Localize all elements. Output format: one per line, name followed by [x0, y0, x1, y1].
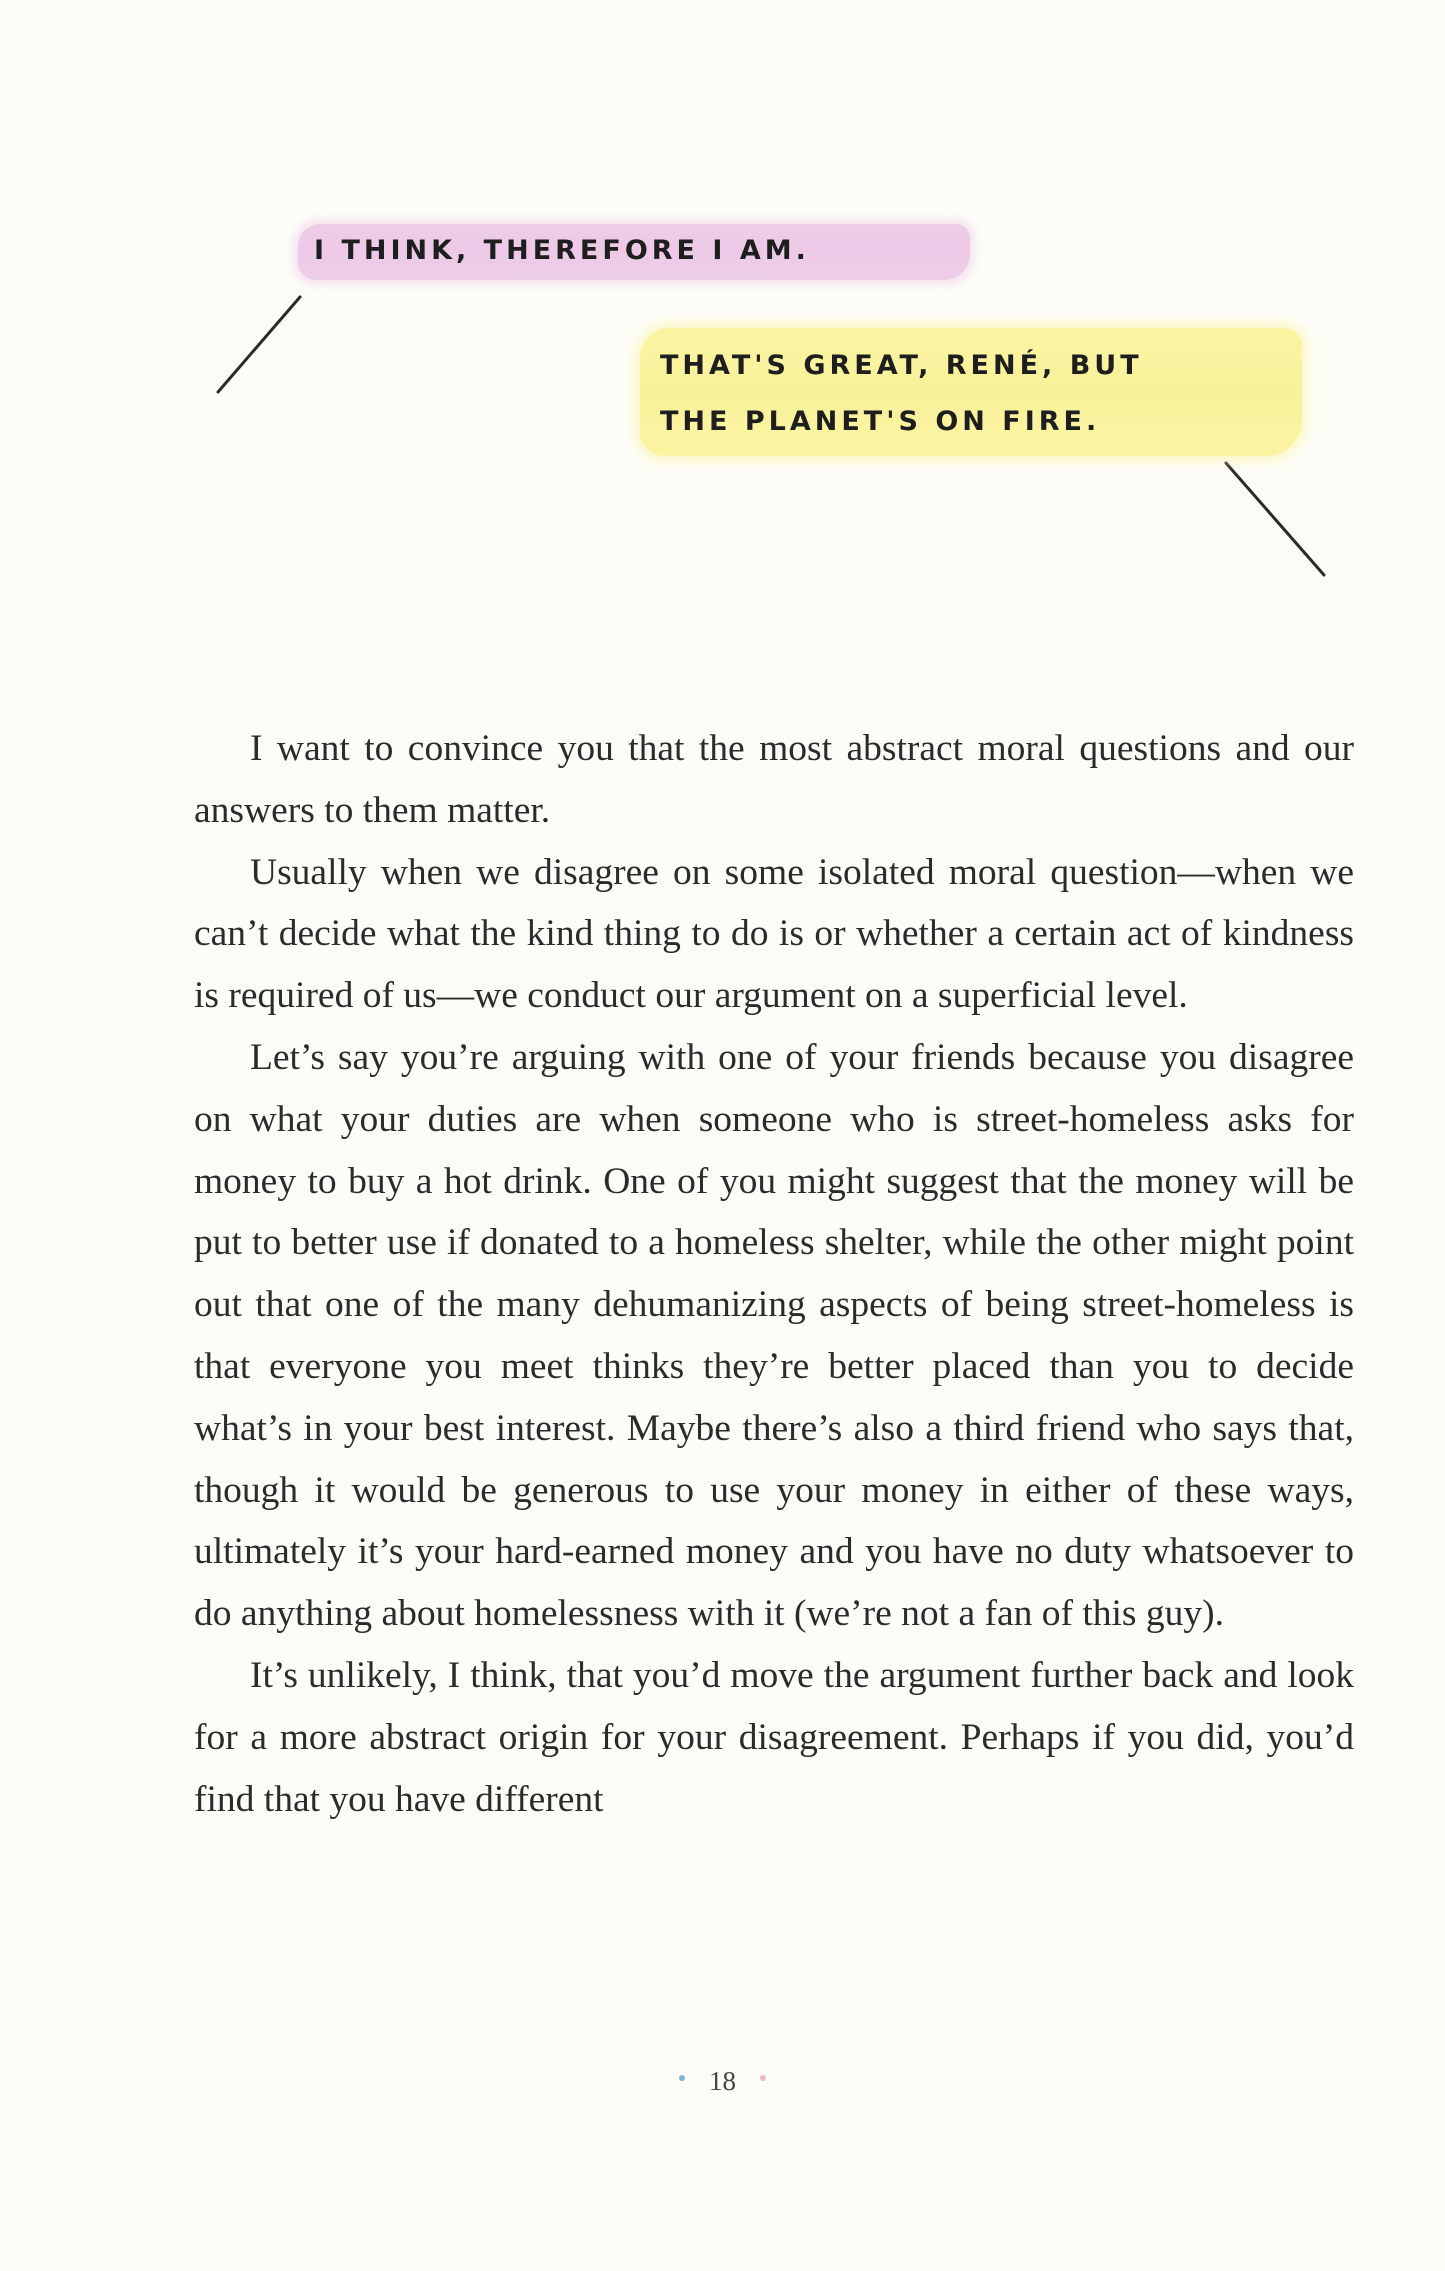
- speech-bubble-descartes: [298, 224, 970, 280]
- paragraph: Usually when we disagree on some isolated moral question—when we can’t decide what the kind thing to do is or whether a certain act of kindness is required of us—we conduct our argument on a superficial level.: [194, 851, 1354, 1017]
- paragraph: It’s unlikely, I think, that you’d move the argument further back and look for a more abstract origin for your disagreement. Perhaps if you did, you’d find that you have different: [194, 1654, 1354, 1820]
- speech-bubble-reply-line-1: THAT'S GREAT, RENÉ, BUT: [660, 350, 1143, 381]
- paragraph: I want to convince you that the most abstract moral questions and our answers to them matter.: [194, 728, 1354, 831]
- speech-bubble-reply-line-2: THE PLANET'S ON FIRE.: [660, 406, 1101, 437]
- page-footer: [0, 2066, 1445, 2097]
- speech-bubble-reply: [640, 328, 1302, 456]
- speech-bubble-descartes-text: I THINK, THEREFORE I AM.: [314, 235, 810, 266]
- page-number: 18: [709, 2066, 736, 2096]
- paragraph: Let’s say you’re arguing with one of your friends because you disagree on what your duties are when someone who is street-homeless asks for money to buy a hot drink. One of you might suggest that the money will be put to better use if donated to a homeless shelter, while the other might point out that one of the many dehumanizing aspects of being street-homeless is that everyone you meet thinks they’re better placed than you to decide what’s in your best interest. Maybe there’s also a third friend who says that, though it would be generous to use your money in either of these ways, ultimately it’s your hard-earned money and you have no duty whatsoever to do anything about homelessness with it (we’re not a fan of this guy).: [194, 1036, 1354, 1635]
- speech-pointer-right: [1226, 463, 1324, 575]
- footer-dot-left-icon: [679, 2075, 685, 2081]
- body-text: [194, 718, 1354, 1830]
- speech-pointer-left: [218, 297, 300, 392]
- footer-dot-right-icon: [760, 2075, 766, 2081]
